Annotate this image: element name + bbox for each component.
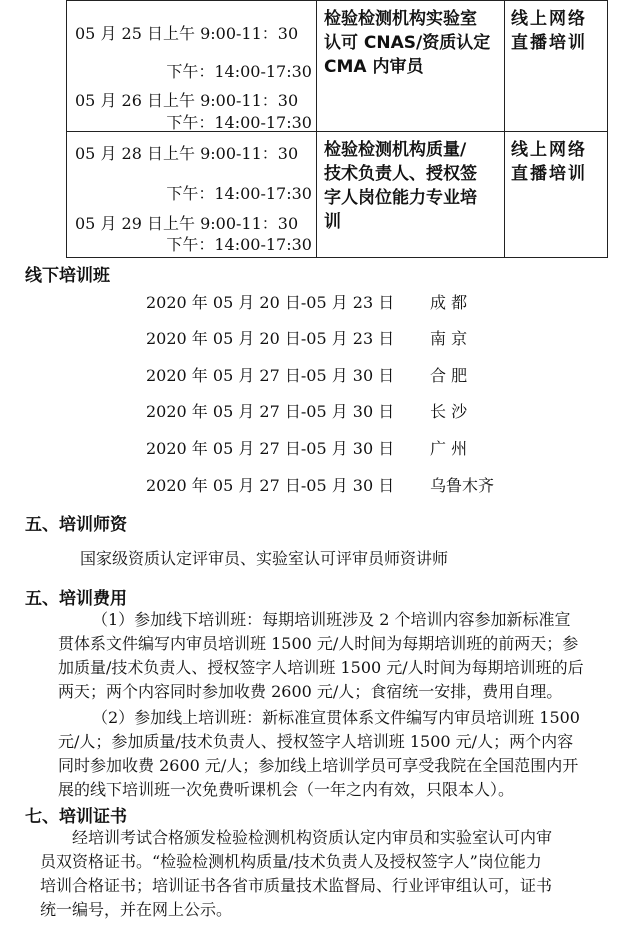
course-line: 认可 CNAS/资质认定 — [324, 33, 491, 53]
teachers-text: 国家级资质认定评审员、实验室认可评审员师资讲师 — [80, 549, 449, 568]
offline-heading: 线下培训班 — [25, 266, 110, 286]
fees-line: （2）参加线上培训班：新标准宣贯体系文件编写内审员培训班 1500 — [92, 708, 580, 727]
mode-line: 线上网络 — [511, 140, 587, 160]
certificate-line: 统一编号，并在网上公示。 — [40, 900, 233, 919]
mode-line: 线上网络 — [511, 9, 587, 29]
time-line: 05 月 25 日上午 9:00-11：30 — [75, 24, 299, 43]
fees-line: 展的线下培训班一次免费听课机会（一年之内有效，只限本人）。 — [58, 780, 515, 799]
offline-city: 长 沙 — [430, 402, 468, 421]
time-line: 05 月 28 日上午 9:00-11：30 — [75, 144, 299, 163]
certificate-heading: 七、培训证书 — [25, 807, 127, 827]
time-line: 05 月 26 日上午 9:00-11：30 — [75, 91, 299, 110]
fees-line: 元/人；参加质量/技术负责人、授权签字人培训班 1500 元/人；两个内容 — [58, 732, 574, 751]
offline-dates: 2020 年 05 月 20 日-05 月 23 日 — [146, 329, 395, 348]
fees-line: 加质量/技术负责人、授权签字人培训班 1500 元/人时间为每期培训班的后 — [58, 658, 584, 677]
time-cell — [67, 132, 317, 258]
fees-line: 两天；两个内容同时参加收费 2600 元/人；食宿统一安排，费用自理。 — [58, 682, 563, 701]
course-line: 字人岗位能力专业培 — [324, 188, 477, 208]
online-schedule-table — [66, 0, 608, 258]
course-line: 训 — [324, 212, 341, 232]
mode-cell — [505, 1, 608, 132]
offline-dates: 2020 年 05 月 27 日-05 月 30 日 — [146, 476, 395, 495]
time-line: 下午：14:00-17:30 — [166, 184, 312, 203]
certificate-line: 员双资格证书。“检验检测机构质量/技术负责人及授权签字人”岗位能力 — [40, 852, 542, 871]
offline-city: 乌鲁木齐 — [430, 476, 495, 495]
fees-line: 同时参加收费 2600 元/人；参加线上培训学员可享受我院在全国范围内开 — [58, 756, 579, 775]
time-cell — [67, 1, 317, 132]
offline-city: 成 都 — [430, 293, 468, 312]
offline-city: 合 肥 — [430, 366, 468, 385]
course-line: 检验检测机构实验室 — [324, 9, 477, 29]
certificate-line: 经培训考试合格颁发检验检测机构资质认定内审员和实验室认可内审 — [72, 828, 553, 847]
course-line: 技术负责人、授权签 — [324, 164, 477, 184]
offline-city: 南 京 — [430, 329, 468, 348]
time-line: 下午：14:00-17:30 — [166, 235, 312, 254]
offline-city: 广 州 — [430, 439, 468, 458]
fees-heading: 五、培训费用 — [25, 589, 127, 609]
offline-dates: 2020 年 05 月 20 日-05 月 23 日 — [146, 293, 395, 312]
mode-cell — [505, 132, 608, 258]
mode-line: 直播培训 — [511, 33, 587, 53]
time-line: 05 月 29 日上午 9:00-11：30 — [75, 214, 299, 233]
course-cell — [317, 1, 505, 132]
certificate-line: 培训合格证书；培训证书各省市质量技术监督局、行业评审组认可，证书 — [40, 876, 553, 895]
time-line: 下午：14:00-17:30 — [166, 62, 312, 81]
table-row — [67, 1, 608, 132]
course-cell — [317, 132, 505, 258]
table-row — [67, 132, 608, 258]
mode-line: 直播培训 — [511, 164, 587, 184]
course-line: CMA 内审员 — [324, 57, 424, 77]
teachers-heading: 五、培训师资 — [25, 515, 127, 535]
offline-dates: 2020 年 05 月 27 日-05 月 30 日 — [146, 366, 395, 385]
course-line: 检验检测机构质量/ — [324, 140, 467, 160]
fees-line: 贯体系文件编写内审员培训班 1500 元/人时间为每期培训班的前两天；参 — [58, 634, 579, 653]
time-line: 下午：14:00-17:30 — [166, 113, 312, 132]
offline-dates: 2020 年 05 月 27 日-05 月 30 日 — [146, 439, 395, 458]
fees-line: （1）参加线下培训班：每期培训班涉及 2 个培训内容参加新标准宣 — [92, 610, 571, 629]
offline-dates: 2020 年 05 月 27 日-05 月 30 日 — [146, 402, 395, 421]
